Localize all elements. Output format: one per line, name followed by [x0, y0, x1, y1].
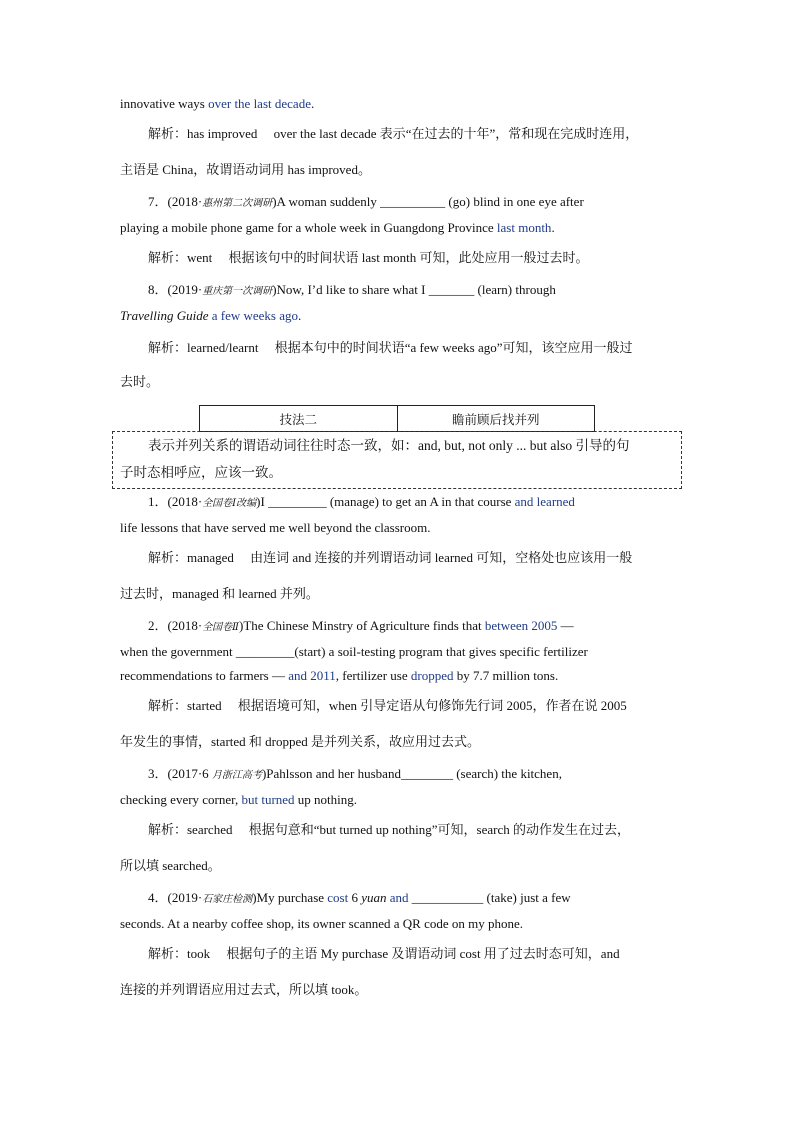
- question-2: 2．(2018·全国卷Ⅱ)The Chinese Minstry of Agriculture finds that between 2005 —: [148, 618, 574, 633]
- question-8: 8．(2019·重庆第一次调研)Now, I’d like to share what I _______ (learn) through: [148, 282, 556, 297]
- analysis-line: 去时。: [120, 374, 160, 389]
- question-2-cont2: recommendations to farmers — and 2011, fertilizer use dropped by 7.7 million tons.: [120, 668, 559, 683]
- question-7-cont: playing a mobile phone game for a whole week in Guangdong Province last month.: [120, 220, 555, 235]
- analysis-line: 解析：managed 由连词 and 连接的并列谓语动词 learned 可知，空格处也应该用一般: [148, 550, 633, 565]
- intro-fragment: innovative ways over the last decade.: [120, 96, 315, 111]
- question-4: 4．(2019·石家庄检测)My purchase cost 6 yuan and ___________ (take) just a few: [148, 890, 571, 905]
- analysis-line: 解析：searched 根据句意和“but turned up nothing”可知，search 的动作发生在过去，: [148, 822, 631, 837]
- question-7: 7．(2018·惠州第二次调研)A woman suddenly __________ (go) blind in one eye after: [148, 194, 584, 209]
- skill-title: 瞻前顾后找并列: [397, 406, 595, 432]
- analysis-line: 解析：took 根据句子的主语 My purchase 及谓语动词 cost 用了过去时态可知，and: [148, 946, 620, 961]
- answer-blank[interactable]: _________: [235, 644, 295, 659]
- analysis-line: 年发生的事情，started 和 dropped 是并列关系，故应用过去式。: [120, 734, 481, 749]
- answer-blank[interactable]: _______: [428, 282, 475, 297]
- analysis-line: 解析：went 根据该句中的时间状语 last month 可知，此处应用一般过去时。: [148, 250, 589, 265]
- question-3-cont: checking every corner, but turned up nothing.: [120, 792, 358, 807]
- answer-blank[interactable]: _________: [268, 494, 327, 509]
- question-3: 3．(2017·6 月浙江高考)Pahlsson and her husband________ (search) the kitchen,: [148, 766, 562, 781]
- analysis-line: 解析：learned/learnt 根据本句中的时间状语“a few weeks ago”可知，该空应用一般过: [148, 340, 633, 355]
- analysis-line: 主语是 China，故谓语动词用 has improved。: [120, 162, 371, 177]
- analysis-line: 解析：started 根据语境可知，when 引导定语从句修饰先行词 2005，作者在说 2005: [148, 698, 627, 713]
- question-4-cont: seconds. At a nearby coffee shop, its owner scanned a QR code on my phone.: [120, 916, 524, 931]
- analysis-line: 连接的并列谓语应用过去式，所以填 took。: [120, 982, 368, 997]
- answer-blank[interactable]: ________: [400, 766, 453, 781]
- skill-number: 技法二: [200, 406, 398, 432]
- answer-blank[interactable]: __________: [380, 194, 446, 209]
- analysis-line: 过去时，managed 和 learned 并列。: [120, 586, 319, 601]
- rule-line-1: 表示并列关系的谓语动词往往时态一致，如：and, but, not only ... but also 引导的句: [148, 438, 630, 453]
- question-8-cont: Travelling Guide a few weeks ago.: [120, 308, 302, 323]
- skill-table: [199, 405, 595, 432]
- answer-blank[interactable]: ___________: [411, 890, 484, 905]
- question-2-cont: when the government _________(start) a soil-testing program that gives specific fertilizer: [120, 644, 588, 659]
- question-1: 1．(2018·全国卷Ⅰ改编)I _________ (manage) to get an A in that course and learned: [148, 494, 575, 509]
- rule-line-2: 子时态相呼应，应该一致。: [120, 465, 282, 480]
- question-1-cont: life lessons that have served me well beyond the classroom.: [120, 520, 431, 535]
- analysis-line: 所以填 searched。: [120, 858, 221, 873]
- analysis-line: 解析：has improved over the last decade 表示“在过去的十年”，常和现在完成时连用，: [148, 126, 639, 141]
